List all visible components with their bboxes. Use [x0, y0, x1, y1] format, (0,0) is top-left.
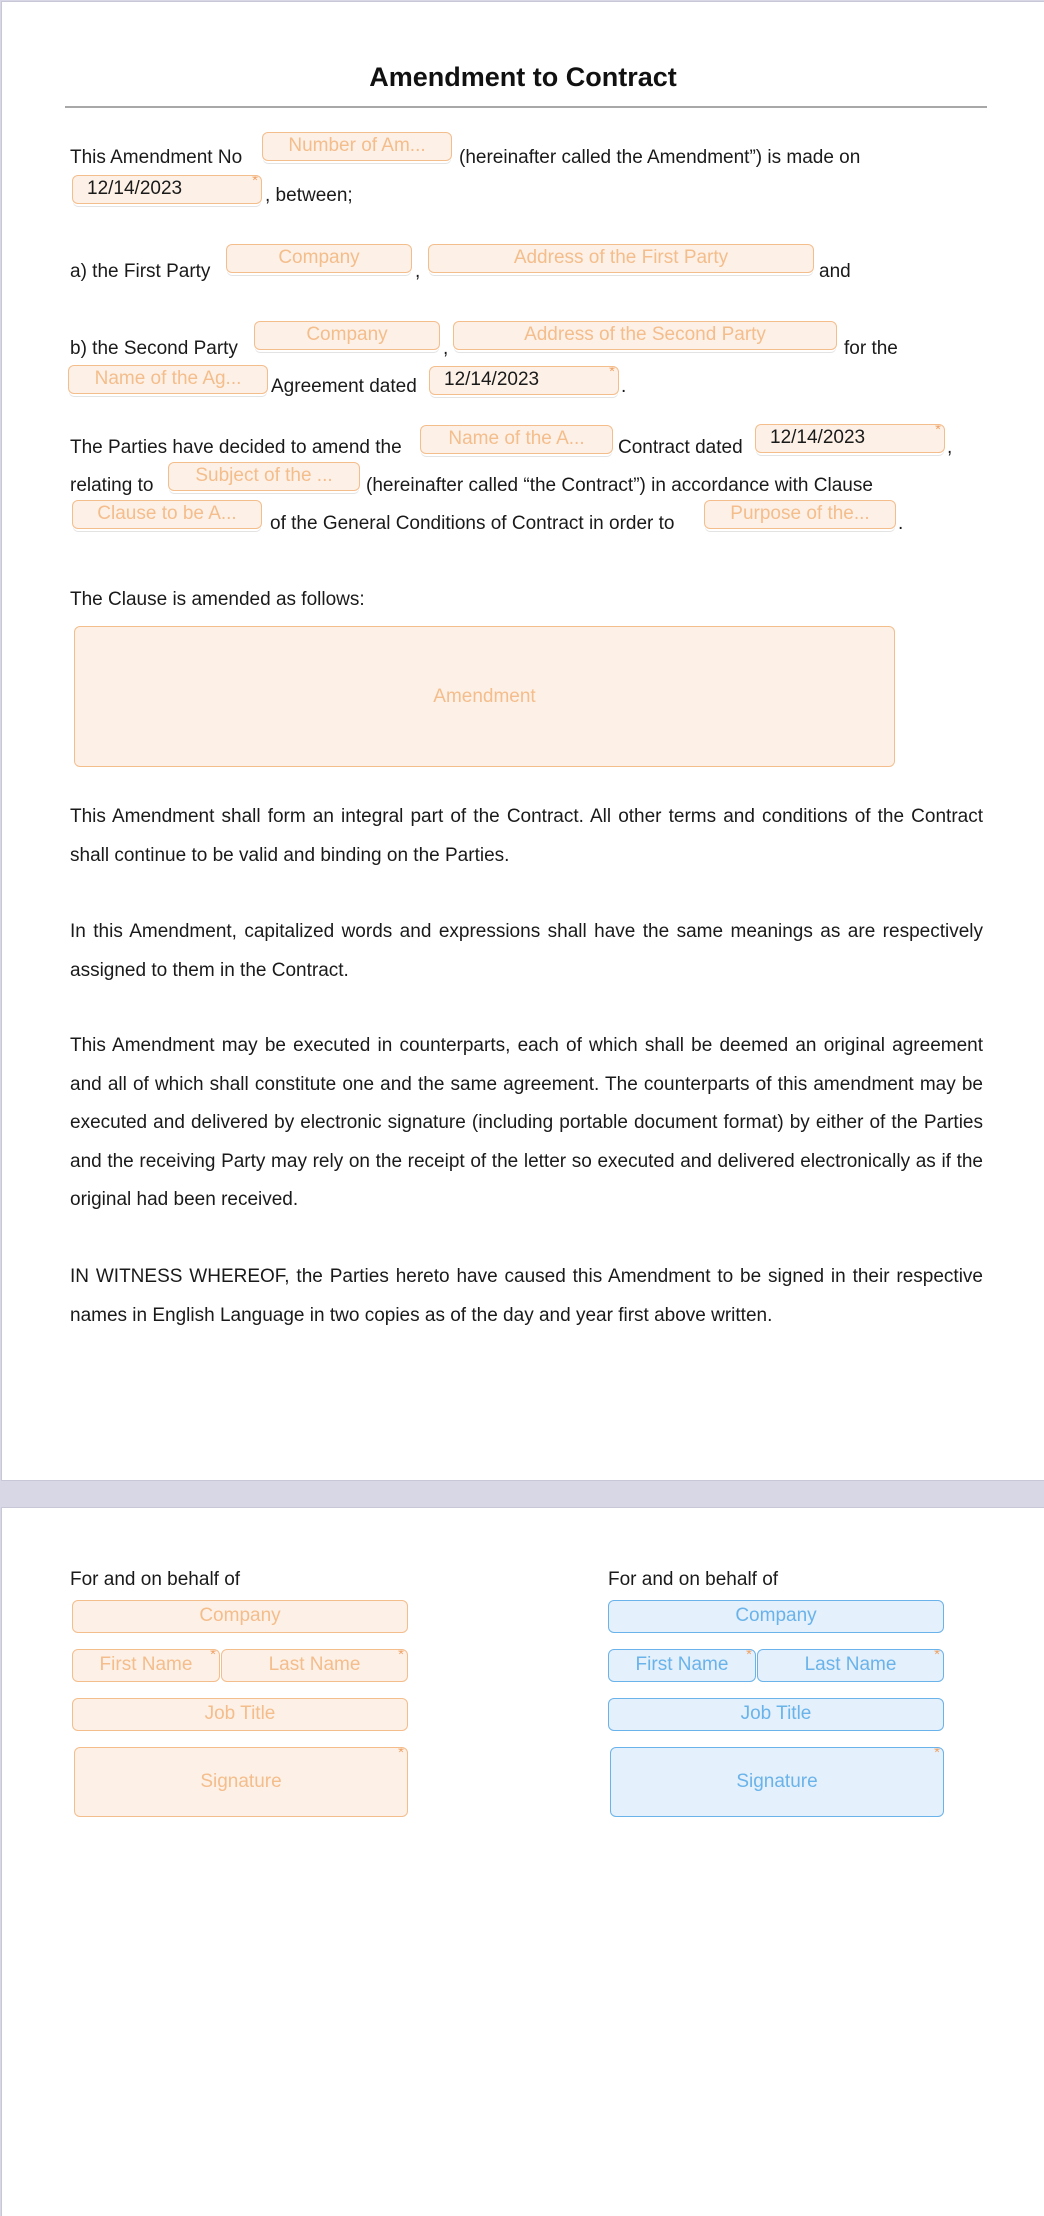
- parties-text-4: (hereinafter called “the Contract”) in accordance with Clause: [366, 475, 873, 496]
- clause-label: The Clause is amended as follows:: [70, 589, 365, 610]
- second-party-label: b) the Second Party: [70, 338, 238, 359]
- second-party-period: .: [621, 376, 627, 397]
- paragraph-capitalized-words: In this Amendment, capitalized words and expressions shall have the same meanings as are respectively assigned to them in the Contract.: [70, 921, 983, 981]
- intro-text-3: , between;: [265, 185, 353, 206]
- second-party-comma: ,: [443, 338, 449, 359]
- right-last-name-placeholder: Last Name: [804, 1654, 897, 1675]
- paragraph-integral-part: This Amendment shall form an integral part of the Contract. All other terms and conditions of the Contract shall continue to be valid and binding on the Parties.: [70, 806, 983, 866]
- parties-text-1: The Parties have decided to amend the: [70, 437, 402, 458]
- paragraph-in-witness: IN WITNESS WHEREOF, the Parties hereto have caused this Amendment to be signed in their respective names in English Language in two copies as of the day and year first above written.: [70, 1266, 983, 1326]
- right-first-name-field[interactable]: [608, 1649, 756, 1682]
- first-party-and: and: [819, 261, 851, 282]
- agreement-name-field[interactable]: Name of the Ag...: [68, 365, 268, 394]
- purpose-field[interactable]: Purpose of the...: [704, 500, 896, 529]
- left-company-field[interactable]: Company: [72, 1600, 408, 1633]
- clause-field[interactable]: Clause to be A...: [72, 500, 262, 529]
- first-party-comma: ,: [415, 261, 421, 282]
- amendment-number-field[interactable]: Number of Am...: [262, 132, 452, 161]
- required-marker: *: [934, 1649, 940, 1663]
- right-behalf-label: For and on behalf of: [608, 1569, 779, 1590]
- required-marker: *: [210, 1649, 216, 1663]
- left-signature-field[interactable]: [74, 1747, 408, 1817]
- right-signature-field[interactable]: [610, 1747, 944, 1817]
- required-marker: *: [934, 1747, 940, 1761]
- first-party-address-field[interactable]: Address of the First Party: [428, 244, 814, 273]
- right-company-field[interactable]: Company: [608, 1600, 944, 1633]
- left-first-name-field[interactable]: [72, 1649, 220, 1682]
- right-job-title-field[interactable]: Job Title: [608, 1698, 944, 1731]
- second-party-address-field[interactable]: Address of the Second Party: [453, 321, 837, 350]
- paragraph-counterparts: This Amendment may be executed in counterparts, each of which shall be deemed an original agreement and all of which shall constitute one and the same agreement. The counterparts of this amendment may be executed and delivered by electronic signature (including portable document format) by either of the Parties and the receiving Party may rely on the receipt of the letter so executed and delivered electronically as if the original had been received.: [70, 1035, 983, 1210]
- document-title: Amendment to Contract: [369, 62, 677, 92]
- second-party-for-the: for the: [844, 338, 898, 359]
- intro-text-2: (hereinafter called the Amendment”) is made on: [459, 147, 861, 168]
- required-marker: *: [609, 366, 615, 380]
- document-page-2: [2, 1508, 1044, 2216]
- contract-subject-field[interactable]: Subject of the ...: [168, 462, 360, 491]
- agreement-dated-label: Agreement dated: [271, 376, 417, 397]
- first-party-label: a) the First Party: [70, 261, 211, 282]
- left-last-name-placeholder: Last Name: [268, 1654, 361, 1675]
- parties-period: .: [898, 513, 904, 534]
- right-first-name-placeholder: First Name: [635, 1654, 729, 1675]
- first-party-company-field[interactable]: Company: [226, 244, 412, 273]
- right-last-name-field[interactable]: [757, 1649, 944, 1682]
- required-marker: *: [398, 1649, 404, 1663]
- amendment-date-value: 12/14/2023: [87, 178, 183, 199]
- agreement-date-field[interactable]: [429, 366, 619, 395]
- contract-name-field[interactable]: Name of the A...: [420, 425, 613, 454]
- left-last-name-field[interactable]: [221, 1649, 408, 1682]
- required-marker: *: [398, 1747, 404, 1761]
- left-first-name-placeholder: First Name: [99, 1654, 193, 1675]
- required-marker: *: [935, 424, 941, 438]
- amendment-date-field[interactable]: [72, 175, 262, 204]
- left-behalf-label: For and on behalf of: [70, 1569, 241, 1590]
- parties-text-2: Contract dated: [618, 437, 743, 458]
- left-signature-placeholder: Signature: [200, 1771, 282, 1792]
- right-signature-placeholder: Signature: [736, 1771, 818, 1792]
- document-page-1: [2, 2, 1044, 1480]
- contract-date-value: 12/14/2023: [770, 427, 866, 448]
- agreement-date-value: 12/14/2023: [444, 369, 540, 390]
- title-divider: [65, 106, 987, 108]
- parties-comma: ,: [947, 437, 953, 458]
- contract-date-field[interactable]: [755, 424, 945, 453]
- intro-text-1: This Amendment No: [70, 147, 243, 168]
- parties-text-3: relating to: [70, 475, 154, 496]
- amendment-text-area[interactable]: Amendment: [74, 626, 895, 767]
- second-party-company-field[interactable]: Company: [254, 321, 440, 350]
- required-marker: *: [746, 1649, 752, 1663]
- required-marker: *: [252, 175, 258, 189]
- left-job-title-field[interactable]: Job Title: [72, 1698, 408, 1731]
- parties-text-5: of the General Conditions of Contract in order to: [270, 513, 675, 534]
